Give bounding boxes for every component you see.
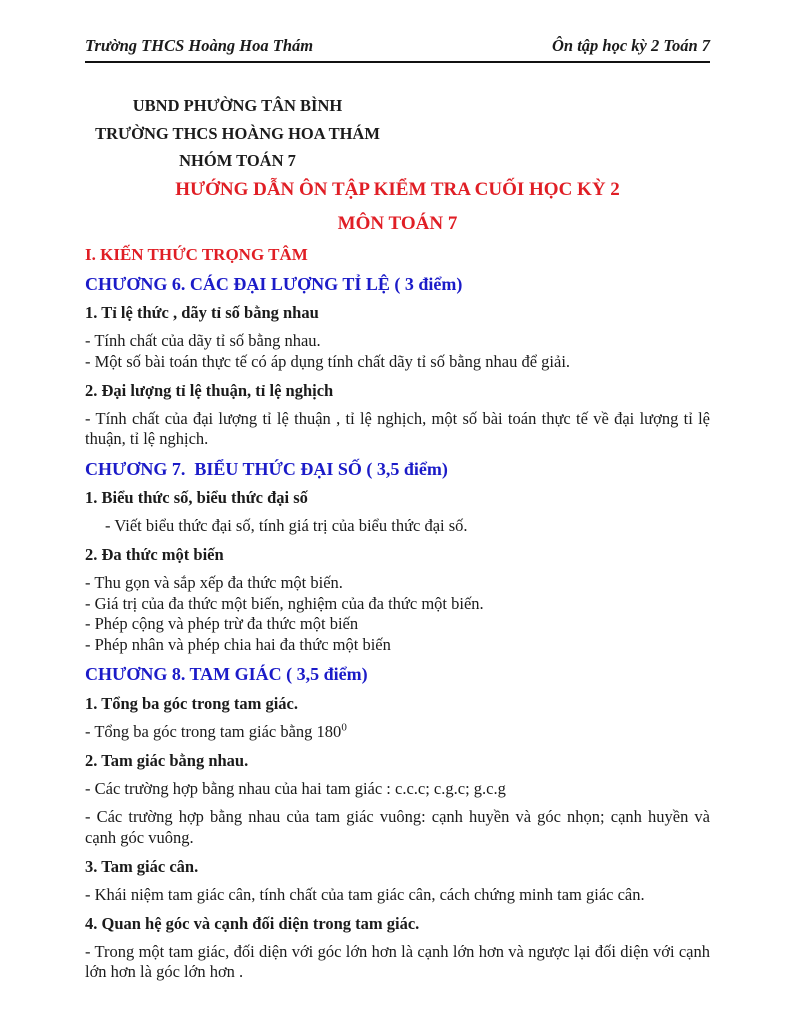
point-line: - Tính chất của dãy tỉ số bằng nhau. bbox=[85, 331, 321, 350]
point-line: - Một số bài toán thực tế có áp dụng tính chất dãy tỉ số bằng nhau để giải. bbox=[85, 351, 571, 371]
chapter-7-topic-2-points bbox=[85, 573, 710, 655]
chapter-7-topic-2-title: 2. Đa thức một biến bbox=[85, 545, 224, 564]
point-line: - Thu gọn và sắp xếp đa thức một biến. bbox=[85, 573, 343, 592]
chapter-7-topic-1-title: 1. Biểu thức số, biểu thức đại số bbox=[85, 488, 308, 507]
point-text: - Tổng ba góc trong tam giác bằng 180 bbox=[85, 721, 342, 741]
point-line: - Phép cộng và phép trừ đa thức một biến bbox=[85, 614, 359, 633]
chapter-6-topic-1-title: 1. Tỉ lệ thức , dãy tỉ số bằng nhau bbox=[85, 303, 319, 322]
point-paragraph-with-superscript bbox=[85, 722, 710, 743]
point-line: - Phép nhân và phép chia hai đa thức một biến bbox=[85, 634, 391, 654]
org-block bbox=[95, 92, 380, 175]
page-header bbox=[85, 36, 710, 55]
chapter-8-topic-2-title: 2. Tam giác bằng nhau. bbox=[85, 750, 249, 770]
chapter-6-topic-1-points bbox=[85, 331, 710, 372]
chapter-7-heading: CHƯƠNG 7. BIỂU THỨC ĐẠI SỐ ( 3,5 điểm) bbox=[85, 458, 448, 479]
superscript-zero: 0 bbox=[341, 721, 347, 733]
point-line: - Giá trị của đa thức một biến, nghiệm của đa thức một biến. bbox=[85, 593, 484, 613]
header-school-name: Trường THCS Hoàng Hoa Thám bbox=[85, 36, 314, 55]
org-authority: UBND PHƯỜNG TÂN BÌNH bbox=[132, 96, 343, 115]
org-group: NHÓM TOÁN 7 bbox=[179, 151, 296, 170]
header-doc-subject: Ôn tập học kỳ 2 Toán 7 bbox=[552, 36, 710, 55]
chapter-8-topic-4-title: 4. Quan hệ góc và cạnh đối diện trong tam giác. bbox=[85, 913, 420, 933]
point-paragraph: - Trong một tam giác, đối diện với góc lớn hơn là cạnh lớn hơn và ngược lại đối diện với cạnh lớn hơn là góc lớn hơn . bbox=[85, 941, 710, 981]
point-paragraph: - Tính chất của đại lượng tỉ lệ thuận , tỉ lệ nghịch, một số bài toán thực tế về đại lượng tỉ lệ thuận, tỉ lệ nghịch. bbox=[85, 408, 710, 448]
chapter-8-topic-3-title: 3. Tam giác cân. bbox=[85, 856, 199, 876]
chapter-6-heading: CHƯƠNG 6. CÁC ĐẠI LƯỢNG TỈ LỆ ( 3 điểm) bbox=[85, 273, 463, 294]
org-school: TRƯỜNG THCS HOÀNG HOA THÁM bbox=[95, 123, 380, 143]
point-paragraph: - Khái niệm tam giác cân, tính chất của tam giác cân, cách chứng minh tam giác cân. bbox=[85, 884, 645, 904]
doc-title-line2: MÔN TOÁN 7 bbox=[337, 212, 458, 234]
header-divider bbox=[85, 61, 710, 63]
point-paragraph: - Viết biểu thức đại số, tính giá trị của biểu thức đại số. bbox=[105, 516, 468, 535]
chapter-8-heading: CHƯƠNG 8. TAM GIÁC ( 3,5 điểm) bbox=[85, 664, 368, 684]
chapter-8-topic-1-title: 1. Tổng ba góc trong tam giác. bbox=[85, 693, 298, 713]
point-paragraph: - Các trường hợp bằng nhau của hai tam giác : c.c.c; c.g.c; g.c.g bbox=[85, 778, 506, 798]
section-heading-knowledge: I. KIẾN THỨC TRỌNG TÂM bbox=[85, 244, 308, 264]
doc-title-line1: HƯỚNG DẪN ÔN TẬP KIỂM TRA CUỐI HỌC KỲ 2 bbox=[175, 178, 620, 200]
chapter-6-topic-2-title: 2. Đại lượng tỉ lệ thuận, tỉ lệ nghịch bbox=[85, 380, 334, 400]
point-paragraph: - Các trường hợp bằng nhau của tam giác vuông: cạnh huyền và góc nhọn; cạnh huyền và cạnh góc vuông. bbox=[85, 807, 710, 847]
